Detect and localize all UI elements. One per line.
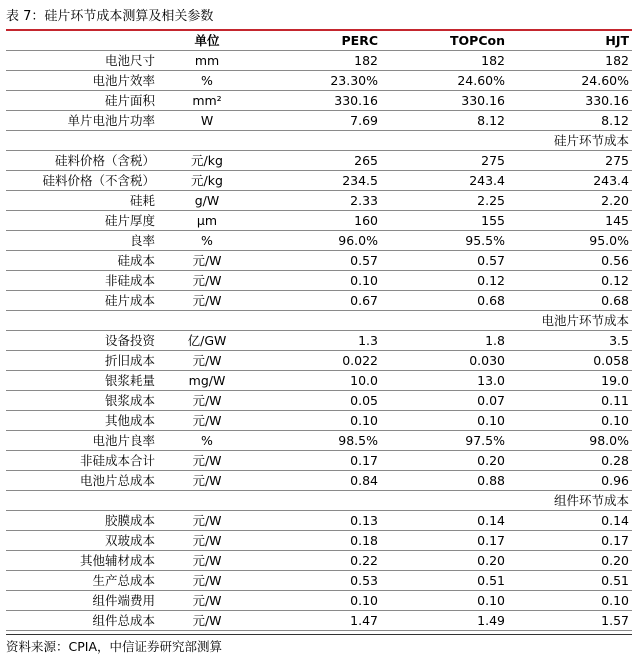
- table-row: [6, 371, 632, 391]
- cell-hjt: 0.56: [508, 251, 632, 271]
- cell-hjt: 0.058: [508, 351, 632, 371]
- cell-hjt: 243.4: [508, 171, 632, 191]
- table-title: 表 7：硅片环节成本测算及相关参数: [6, 9, 214, 24]
- cell-topcon: 97.5%: [381, 431, 508, 451]
- row-label: 其他辅材成本: [6, 551, 160, 571]
- cell-topcon: 0.14: [381, 511, 508, 531]
- cell-hjt: 1.57: [508, 611, 632, 631]
- row-unit: %: [160, 71, 254, 91]
- cell-topcon: 0.10: [381, 591, 508, 611]
- cell-perc: 182: [254, 51, 381, 71]
- cell-hjt: 0.68: [508, 291, 632, 311]
- header-label: [6, 31, 160, 51]
- header-hjt: HJT: [508, 31, 632, 51]
- row-label: 硅料价格（不含税）: [6, 171, 160, 191]
- row-label: 电池片效率: [6, 71, 160, 91]
- section-label: 硅片环节成本: [6, 131, 632, 151]
- row-unit: 元/W: [160, 411, 254, 431]
- cell-topcon: 13.0: [381, 371, 508, 391]
- row-label: 硅片厚度: [6, 211, 160, 231]
- row-unit: g/W: [160, 191, 254, 211]
- row-unit: 元/W: [160, 271, 254, 291]
- cell-topcon: 2.25: [381, 191, 508, 211]
- cell-hjt: 3.5: [508, 331, 632, 351]
- row-label: 折旧成本: [6, 351, 160, 371]
- row-unit: mg/W: [160, 371, 254, 391]
- table-row: [6, 431, 632, 451]
- cell-topcon: 24.60%: [381, 71, 508, 91]
- cell-topcon: 0.51: [381, 571, 508, 591]
- cell-hjt: 95.0%: [508, 231, 632, 251]
- cell-perc: 0.10: [254, 411, 381, 431]
- table-row: [6, 331, 632, 351]
- cell-perc: 0.57: [254, 251, 381, 271]
- header-row: [6, 31, 632, 51]
- cell-perc: 23.30%: [254, 71, 381, 91]
- cell-hjt: 0.12: [508, 271, 632, 291]
- cell-perc: 234.5: [254, 171, 381, 191]
- cell-hjt: 275: [508, 151, 632, 171]
- cell-topcon: 1.49: [381, 611, 508, 631]
- cell-perc: 0.10: [254, 271, 381, 291]
- row-label: 非硅成本合计: [6, 451, 160, 471]
- row-label: 设备投资: [6, 331, 160, 351]
- cell-hjt: 8.12: [508, 111, 632, 131]
- cost-table: [6, 31, 632, 631]
- row-label: 单片电池片功率: [6, 111, 160, 131]
- cell-perc: 0.67: [254, 291, 381, 311]
- header-unit: 单位: [160, 31, 254, 51]
- cell-hjt: 0.96: [508, 471, 632, 491]
- table-row: [6, 471, 632, 491]
- header-topcon: TOPCon: [381, 31, 508, 51]
- cell-hjt: 0.14: [508, 511, 632, 531]
- row-label: 硅片成本: [6, 291, 160, 311]
- table-row: [6, 411, 632, 431]
- row-label: 组件端费用: [6, 591, 160, 611]
- table-row: [6, 531, 632, 551]
- table-row: [6, 351, 632, 371]
- table-row: [6, 71, 632, 91]
- table-row: [6, 171, 632, 191]
- cell-perc: 7.69: [254, 111, 381, 131]
- cell-perc: 0.10: [254, 591, 381, 611]
- row-unit: %: [160, 231, 254, 251]
- row-unit: 元/W: [160, 531, 254, 551]
- row-unit: 元/W: [160, 471, 254, 491]
- row-label: 胶膜成本: [6, 511, 160, 531]
- row-label: 非硅成本: [6, 271, 160, 291]
- cell-perc: 0.022: [254, 351, 381, 371]
- row-unit: 元/kg: [160, 171, 254, 191]
- bottom-rule: [6, 634, 632, 635]
- cell-topcon: 0.20: [381, 551, 508, 571]
- cell-hjt: 0.10: [508, 591, 632, 611]
- header-perc: PERC: [254, 31, 381, 51]
- cell-perc: 0.18: [254, 531, 381, 551]
- cell-perc: 265: [254, 151, 381, 171]
- row-label: 其他成本: [6, 411, 160, 431]
- table-row: [6, 551, 632, 571]
- cell-hjt: 2.20: [508, 191, 632, 211]
- row-unit: 元/W: [160, 451, 254, 471]
- row-unit: 元/W: [160, 391, 254, 411]
- row-label: 银浆耗量: [6, 371, 160, 391]
- cell-hjt: 0.51: [508, 571, 632, 591]
- table-body: [6, 51, 632, 631]
- row-label: 硅片面积: [6, 91, 160, 111]
- cell-perc: 2.33: [254, 191, 381, 211]
- cell-topcon: 0.20: [381, 451, 508, 471]
- cell-topcon: 0.88: [381, 471, 508, 491]
- source-note: 资料来源：CPIA，中信证券研究部测算: [6, 639, 223, 654]
- cell-perc: 1.47: [254, 611, 381, 631]
- cell-hjt: 0.11: [508, 391, 632, 411]
- row-unit: 元/kg: [160, 151, 254, 171]
- table-row: [6, 391, 632, 411]
- cell-topcon: 182: [381, 51, 508, 71]
- cell-hjt: 145: [508, 211, 632, 231]
- cell-topcon: 155: [381, 211, 508, 231]
- cell-topcon: 275: [381, 151, 508, 171]
- table-row: [6, 231, 632, 251]
- table-row: [6, 451, 632, 471]
- cell-topcon: 0.57: [381, 251, 508, 271]
- cell-perc: 0.13: [254, 511, 381, 531]
- table-row: [6, 191, 632, 211]
- cell-hjt: 182: [508, 51, 632, 71]
- cell-perc: 0.17: [254, 451, 381, 471]
- row-unit: 元/W: [160, 351, 254, 371]
- table-row: [6, 571, 632, 591]
- table-row: [6, 291, 632, 311]
- cell-topcon: 330.16: [381, 91, 508, 111]
- cell-topcon: 0.030: [381, 351, 508, 371]
- section-label: 组件环节成本: [6, 491, 632, 511]
- row-unit: μm: [160, 211, 254, 231]
- table-row: [6, 91, 632, 111]
- cell-topcon: 0.10: [381, 411, 508, 431]
- cell-hjt: 330.16: [508, 91, 632, 111]
- row-label: 电池片良率: [6, 431, 160, 451]
- table-row: [6, 151, 632, 171]
- cell-perc: 10.0: [254, 371, 381, 391]
- cell-perc: 0.05: [254, 391, 381, 411]
- row-unit: 元/W: [160, 511, 254, 531]
- cell-perc: 96.0%: [254, 231, 381, 251]
- cell-topcon: 0.12: [381, 271, 508, 291]
- table-row: [6, 51, 632, 71]
- cell-topcon: 0.07: [381, 391, 508, 411]
- table-row: [6, 251, 632, 271]
- table-row: [6, 611, 632, 631]
- cell-perc: 98.5%: [254, 431, 381, 451]
- row-label: 组件总成本: [6, 611, 160, 631]
- cell-hjt: 0.28: [508, 451, 632, 471]
- cell-perc: 160: [254, 211, 381, 231]
- section-label: 电池片环节成本: [6, 311, 632, 331]
- cell-perc: 0.84: [254, 471, 381, 491]
- cell-topcon: 8.12: [381, 111, 508, 131]
- row-label: 硅料价格（含税）: [6, 151, 160, 171]
- row-unit: 元/W: [160, 551, 254, 571]
- cell-topcon: 0.68: [381, 291, 508, 311]
- row-label: 电池尺寸: [6, 51, 160, 71]
- row-unit: 元/W: [160, 251, 254, 271]
- cell-hjt: 0.10: [508, 411, 632, 431]
- section-row: [6, 491, 632, 511]
- row-label: 硅耗: [6, 191, 160, 211]
- cell-perc: 0.22: [254, 551, 381, 571]
- table-row: [6, 111, 632, 131]
- row-label: 良率: [6, 231, 160, 251]
- row-unit: %: [160, 431, 254, 451]
- row-unit: 元/W: [160, 591, 254, 611]
- cell-hjt: 0.20: [508, 551, 632, 571]
- table-row: [6, 271, 632, 291]
- row-unit: W: [160, 111, 254, 131]
- cell-hjt: 19.0: [508, 371, 632, 391]
- cell-topcon: 0.17: [381, 531, 508, 551]
- section-row: [6, 311, 632, 331]
- cell-topcon: 1.8: [381, 331, 508, 351]
- table-row: [6, 591, 632, 611]
- table-row: [6, 511, 632, 531]
- row-unit: 元/W: [160, 611, 254, 631]
- row-label: 银浆成本: [6, 391, 160, 411]
- cell-perc: 1.3: [254, 331, 381, 351]
- row-unit: 亿/GW: [160, 331, 254, 351]
- row-unit: 元/W: [160, 571, 254, 591]
- row-label: 电池片总成本: [6, 471, 160, 491]
- cell-hjt: 0.17: [508, 531, 632, 551]
- cell-perc: 0.53: [254, 571, 381, 591]
- cell-perc: 330.16: [254, 91, 381, 111]
- cell-hjt: 98.0%: [508, 431, 632, 451]
- row-label: 硅成本: [6, 251, 160, 271]
- cell-hjt: 24.60%: [508, 71, 632, 91]
- row-unit: mm: [160, 51, 254, 71]
- cell-topcon: 243.4: [381, 171, 508, 191]
- row-unit: 元/W: [160, 291, 254, 311]
- cell-topcon: 95.5%: [381, 231, 508, 251]
- row-label: 双玻成本: [6, 531, 160, 551]
- row-unit: mm²: [160, 91, 254, 111]
- row-label: 生产总成本: [6, 571, 160, 591]
- table-row: [6, 211, 632, 231]
- section-row: [6, 131, 632, 151]
